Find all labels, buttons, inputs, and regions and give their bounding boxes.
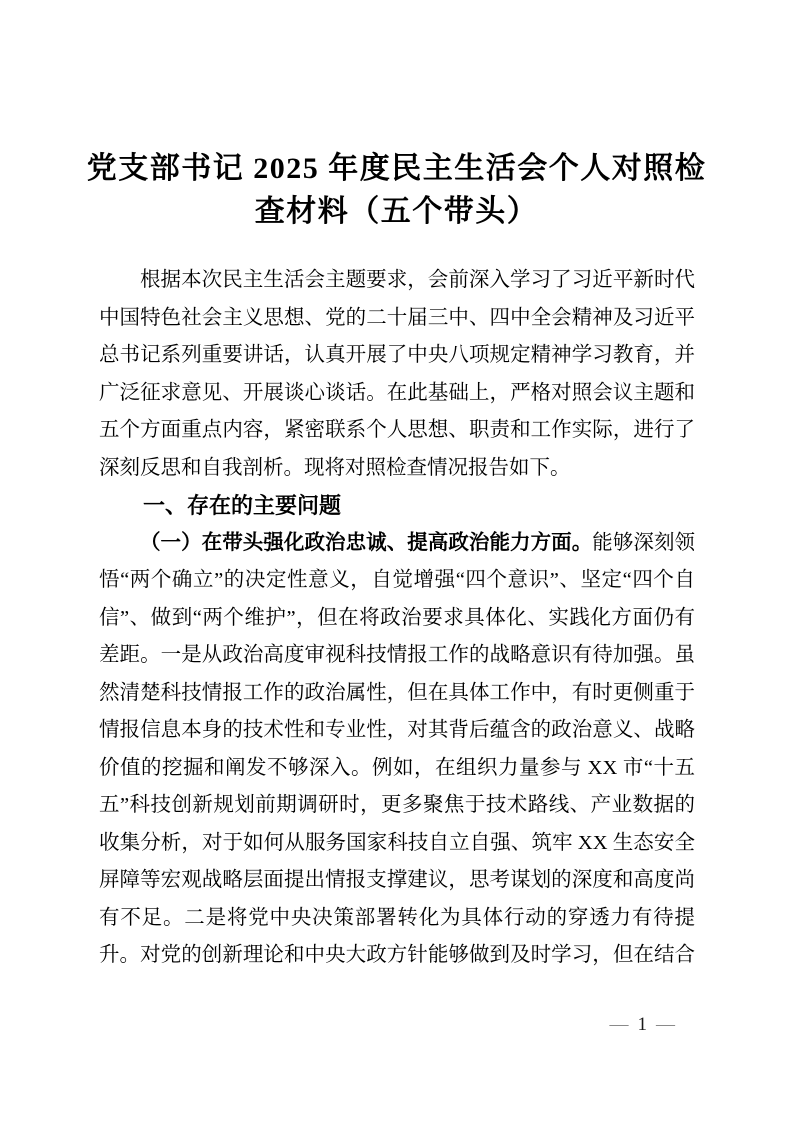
page-number: [610, 1012, 676, 1038]
document-title-line-1: 党支部书记 2025 年度民主生活会个人对照检: [86, 152, 707, 185]
item-line: 信”、做到“两个维护”，但在将政治要求具体化、实践化方面仍有: [99, 606, 695, 629]
page-number-dash-right: —: [656, 1014, 675, 1035]
document-title: [0, 147, 793, 233]
item-lead-bold: （一）在带头强化政治忠诚、提高政治能力方面。: [140, 531, 593, 554]
section-heading: 一、存在的主要问题: [143, 493, 342, 518]
item-line: 升。对党的创新理论和中央大政方针能够做到及时学习，但在结合: [99, 944, 695, 966]
item-line: 情报信息本身的技术性和专业性，对其背后蕴含的政治意义、战略: [99, 719, 695, 741]
item-line: 差距。一是从政治高度审视科技情报工作的战略意识有待加强。虽: [99, 644, 695, 666]
item-line: [99, 525, 695, 563]
page-number-value: 1: [637, 1014, 647, 1035]
intro-line: 深刻反思和自我剖析。现将对照检查情况报告如下。: [99, 456, 571, 479]
item-line: 悟“两个确立”的决定性意义，自觉增强“四个意识”、坚定“四个自: [99, 569, 695, 591]
item-line: 五”科技创新规划前期调研时，更多聚焦于技术路线、产业数据的: [99, 794, 695, 816]
intro-line: 广泛征求意见、开展谈心谈话。在此基础上，严格对照会议主题和: [99, 381, 695, 404]
item-line: 有不足。二是将党中央决策部署转化为具体行动的穿透力有待提: [99, 906, 695, 929]
document-title-line-2: 查材料（五个带头）: [254, 195, 539, 228]
intro-line: 总书记系列重要讲话，认真开展了中央八项规定精神学习教育，并: [99, 344, 695, 366]
page-number-dash-left: —: [609, 1014, 629, 1035]
item-line: 价值的挖掘和阐发不够深入。例如，在组织力量参与 XX 市“十五: [99, 756, 695, 779]
intro-line: 根据本次民主生活会主题要求，会前深入学习了习近平新时代: [140, 269, 695, 291]
item-line: 然清楚科技情报工作的政治属性，但在具体工作中，有时更侧重于: [99, 681, 695, 704]
item-line: 屏障等宏观战略层面提出情报支撑建议，思考谋划的深度和高度尚: [99, 869, 695, 891]
item-line: 收集分析，对于如何从服务国家科技自立自强、筑牢 XX 生态安全: [99, 831, 695, 854]
item-lead-rest: 能够深刻领: [592, 531, 696, 554]
intro-line: 中国特色社会主义思想、党的二十届三中、四中全会精神及习近平: [99, 306, 695, 329]
intro-line: 五个方面重点内容，紧密联系个人思想、职责和工作实际，进行了: [99, 419, 695, 441]
document-body: [99, 262, 695, 975]
